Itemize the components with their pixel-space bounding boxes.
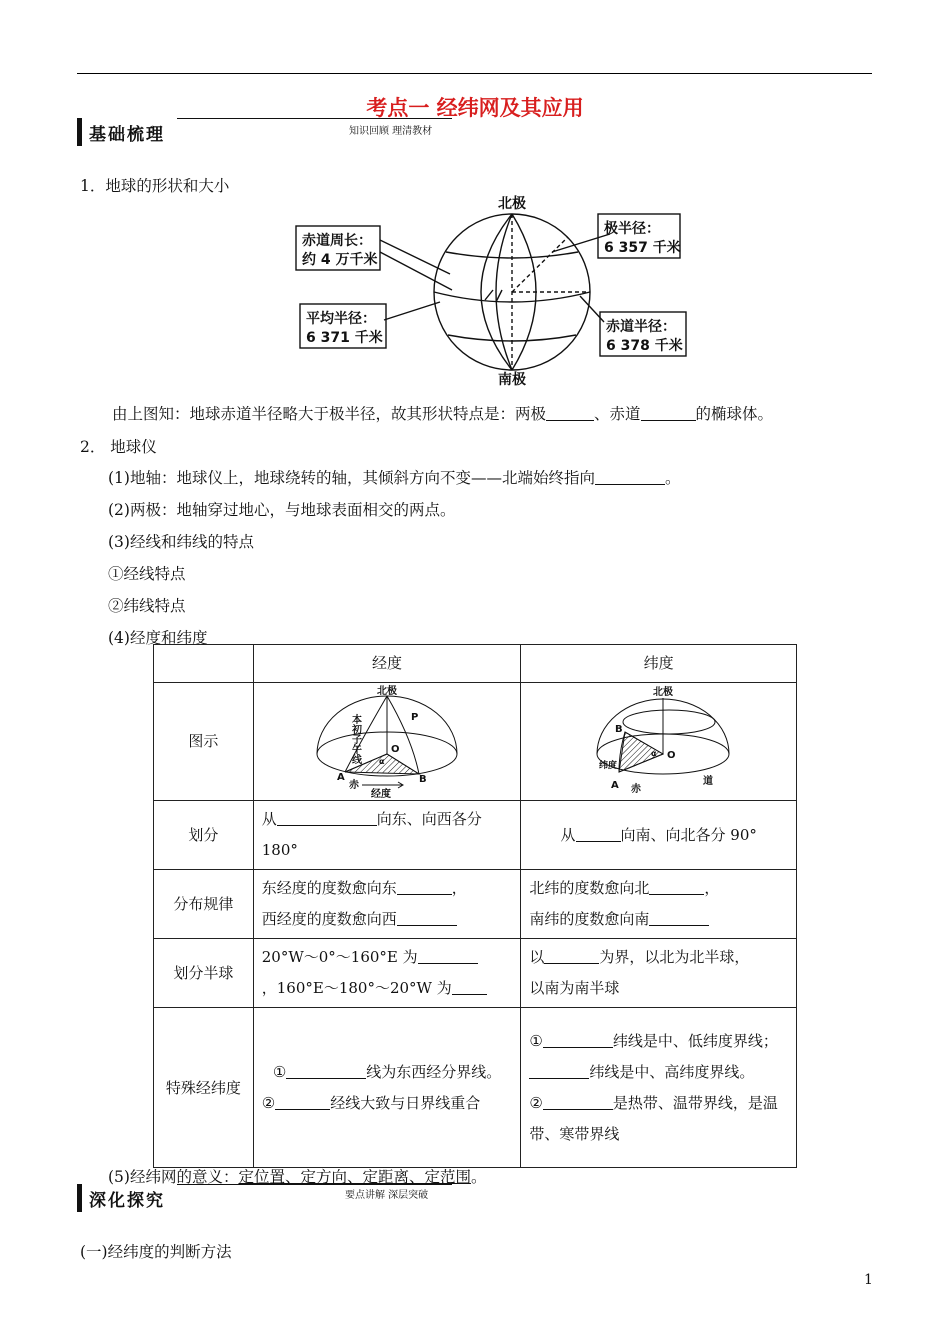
answer-blank[interactable] bbox=[641, 405, 696, 422]
distribution-longitude-cell: 东经度的度数愈向东 ， 西经度的度数愈向西 bbox=[253, 870, 521, 939]
fig-p-label: P bbox=[411, 711, 419, 723]
globe-hatch bbox=[485, 290, 502, 302]
lines-subheading: (3)经线和纬线的特点 bbox=[108, 533, 254, 551]
fig-latitude-label: 纬度 bbox=[598, 760, 617, 771]
shape-sentence: 由上图知：地球赤道半径略大于极半径，故其形状特点是：两极 、赤道 的椭球体。 bbox=[112, 405, 774, 423]
equator-circumference-label: 赤道周长： bbox=[302, 233, 372, 249]
division-latitude-cell: 从 向南、向北各分 90° bbox=[521, 801, 797, 870]
section-subtitle: 要点讲解 深层突破 bbox=[345, 1190, 429, 1201]
page-number: 1 bbox=[864, 1272, 873, 1288]
fig-alpha-label: α bbox=[650, 748, 657, 758]
leader-line bbox=[552, 234, 610, 252]
item2-heading: 2． 地球仪 bbox=[80, 438, 157, 456]
fig-north-label: 北极 bbox=[652, 686, 673, 698]
hemisphere-latitude-cell: 以 为界，以北为北半球， 以南为南半球 bbox=[521, 939, 797, 1008]
answer-blank[interactable] bbox=[529, 1063, 589, 1079]
row-label-special: 特殊经纬度 bbox=[154, 1008, 254, 1168]
south-pole-label: 南极 bbox=[498, 372, 526, 388]
row-label-figure: 图示 bbox=[154, 683, 254, 801]
distribution-latitude-cell: 北纬的度数愈向北 ， 南纬的度数愈向南 bbox=[521, 870, 797, 939]
section-header-deepen bbox=[77, 1184, 457, 1212]
fig-b-label: B bbox=[614, 723, 623, 735]
degree-subheading: (4)经度和纬度 bbox=[108, 629, 208, 647]
longitude-hemisphere-figure bbox=[307, 684, 467, 800]
fig-longitude-label: 经度 bbox=[371, 788, 392, 800]
answer-blank[interactable] bbox=[543, 1094, 613, 1110]
division-longitude-cell: 从 向东、向西各分 180° bbox=[253, 801, 521, 870]
page-title: 考点一 经纬网及其应用 bbox=[366, 96, 584, 120]
equator-circumference-value: 约 4 万千米 bbox=[302, 252, 378, 268]
row-label-distribution: 分布规律 bbox=[154, 870, 254, 939]
section-title: 基础梳理 bbox=[89, 125, 165, 145]
latitude-circle bbox=[623, 710, 715, 734]
longitude-figure-cell bbox=[253, 683, 521, 801]
table-row bbox=[154, 939, 797, 1008]
answer-blank[interactable] bbox=[595, 469, 665, 486]
table-cell bbox=[154, 645, 254, 683]
row-label-division: 划分 bbox=[154, 801, 254, 870]
latitude-hemisphere-figure bbox=[579, 684, 739, 800]
fig-equator-label: 赤 bbox=[630, 783, 641, 795]
poles-sentence: (2)两极：地轴穿过地心，与地球表面相交的两点。 bbox=[108, 501, 456, 519]
fig-alpha-label: α bbox=[379, 756, 385, 766]
item1-heading: 1．地球的形状和大小 bbox=[80, 177, 230, 195]
answer-blank[interactable] bbox=[275, 1094, 330, 1110]
north-pole-label: 北极 bbox=[498, 196, 526, 212]
fig-equator-label: 赤 bbox=[349, 779, 360, 791]
table-row bbox=[154, 801, 797, 870]
leader-line bbox=[384, 302, 440, 320]
fig-north-label: 北极 bbox=[377, 685, 398, 697]
meridian-line bbox=[496, 214, 512, 370]
answer-blank[interactable] bbox=[397, 879, 452, 895]
header-longitude: 经度 bbox=[253, 645, 521, 683]
answer-blank[interactable] bbox=[286, 1063, 366, 1079]
grid-meaning-sentence: (5)经纬网的意义：定位置、定方向、定距离、定范围。 bbox=[108, 1168, 487, 1186]
polar-radius-label: 极半径： bbox=[604, 221, 660, 237]
equatorial-radius-value: 6 378 千米 bbox=[606, 338, 683, 354]
table-row bbox=[154, 1008, 797, 1168]
section-rule bbox=[177, 118, 452, 119]
latitude-feature: ②纬线特点 bbox=[108, 597, 186, 615]
table-row bbox=[154, 870, 797, 939]
mean-radius bbox=[512, 237, 568, 292]
section-bar bbox=[77, 1184, 82, 1212]
fig-b-label: B bbox=[419, 773, 427, 785]
table-row bbox=[154, 645, 797, 683]
lon-lat-table bbox=[153, 644, 797, 1168]
special-latitude-cell: ① 纬线是中、低纬度界线；纬线是中、高纬度界线。 ② 是热带、温带界线，是温带、寒带界线 bbox=[521, 1008, 797, 1168]
latitude-figure-cell bbox=[521, 683, 797, 801]
fig-a-label: A bbox=[610, 779, 619, 791]
section-bar bbox=[77, 118, 82, 146]
fig-equator-label: 道 bbox=[702, 775, 713, 787]
section-header-basics bbox=[77, 118, 457, 146]
table-row bbox=[154, 683, 797, 801]
answer-blank[interactable] bbox=[452, 979, 487, 995]
answer-blank[interactable] bbox=[543, 1032, 613, 1048]
earth-globe-diagram bbox=[290, 192, 700, 388]
mean-radius-label: 平均半径： bbox=[306, 311, 376, 327]
answer-blank[interactable] bbox=[277, 810, 377, 826]
answer-blank[interactable] bbox=[418, 948, 478, 964]
top-rule bbox=[77, 73, 872, 74]
hemisphere-longitude-cell: 20°W～0°～160°E 为 ，160°E～180°～20°W 为 bbox=[253, 939, 521, 1008]
longitude-feature: ①经线特点 bbox=[108, 565, 186, 583]
item3-heading: (一)经纬度的判断方法 bbox=[80, 1243, 232, 1261]
answer-blank[interactable] bbox=[649, 910, 709, 926]
row-label-hemisphere: 划分半球 bbox=[154, 939, 254, 1008]
polar-radius-value: 6 357 千米 bbox=[604, 240, 681, 256]
fig-o-label: O bbox=[666, 749, 676, 761]
section-subtitle: 知识回顾 理清教材 bbox=[349, 126, 433, 137]
mean-radius-value: 6 371 千米 bbox=[306, 330, 383, 346]
section-title: 深化探究 bbox=[89, 1191, 165, 1211]
equatorial-radius-label: 赤道半径： bbox=[606, 319, 676, 335]
answer-blank[interactable] bbox=[546, 405, 594, 422]
axis-sentence: (1)地轴：地球仪上，地球绕转的轴，其倾斜方向不变——北端始终指向 。 bbox=[108, 469, 681, 487]
answer-blank[interactable] bbox=[544, 948, 599, 964]
special-longitude-cell: ① 线为东西经分界线。 ② 经线大致与日界线重合 bbox=[253, 1008, 521, 1168]
header-latitude: 纬度 bbox=[521, 645, 797, 683]
fig-o-label: O bbox=[391, 743, 400, 755]
fig-prime-meridian-label: 本初子午线 bbox=[349, 713, 361, 764]
section-rule bbox=[177, 1184, 452, 1185]
answer-blank[interactable] bbox=[576, 826, 621, 842]
answer-blank[interactable] bbox=[397, 910, 457, 926]
fig-a-label: A bbox=[337, 771, 345, 783]
answer-blank[interactable] bbox=[649, 879, 704, 895]
